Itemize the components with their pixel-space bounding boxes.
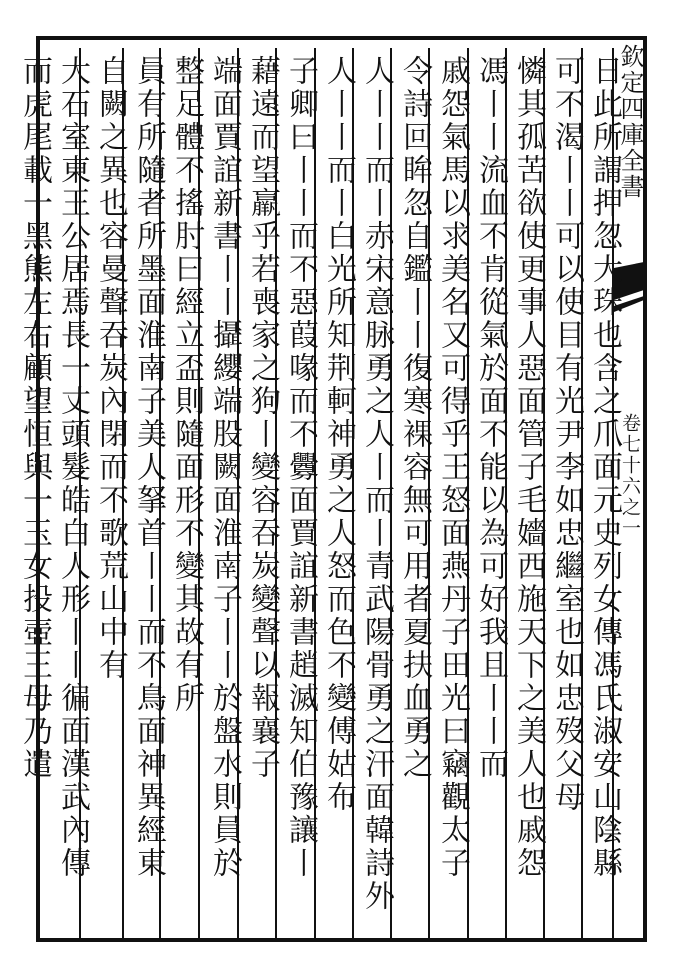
text-column-2: 可不渴丨丨可以使目有光尹李如忠繼室也如忠歿父母 [549,55,584,814]
text-column-16: 而虎尾載一黑熊左右顧望恒與一玉女投壺王母乃遣 [17,55,52,781]
text-column-8: 人丨丨而丨白光所知荆軻神勇之人怒而色不變傅姑布 [321,55,356,814]
text-column-15: 大石室東王公居焉長一丈頭髮皓白人形丨丨徧面漢武內傳 [55,55,90,880]
text-column-6: 令詩回眸忽自鑑丨丨復寒裸容無可用者夏扶血勇之 [397,55,432,781]
text-column-3: 憐其孤苦欲使更事人惡面管子毛嬙西施天下之美人也戚怨 [511,55,546,880]
text-column-7: 人丨丨而丨赤宋意脉勇之人丨而丨青武陽骨勇之汗面韓詩外 [359,55,394,913]
text-column-9: 子卿曰丨丨而不惡葭喙而不釁面賈誼新書趙滅知伯豫讓丨 [283,55,318,880]
text-column-11: 端面賈誼新書丨丨攝纓端股闕面淮南子丨丨於盤水則員於 [207,55,242,880]
volume-label: 卷七十六之一 [619,413,641,539]
text-column-13: 員有所隨者所墨面淮南子美人拏首丨丨而不鳥面神異經東 [131,55,166,880]
text-column-14: 自闕之異也容曼聲吞炭內閉而不歌荒山中有 [93,55,128,682]
text-column-4: 馮丨丨流血不肯從氣於面不能以為可好我且丨丨而 [473,55,508,781]
text-column-5: 戚怨氣馬以求美名又可得乎王怒面燕丹子田光曰竊觀太子 [435,55,470,880]
book-title: 欽定四庫全書 [616,44,644,200]
text-column-1: 日此所謂押忽大珠也含之爪面元史列女傳馮氏淑安山陰縣 [587,55,622,880]
text-column-10: 藉遠而望羸乎若喪家之狗丨變容吞炭變聲以報襄子 [245,55,280,781]
text-column-12: 整足體不搖肘曰經立盃則隨面形不變其故有所 [169,55,204,715]
